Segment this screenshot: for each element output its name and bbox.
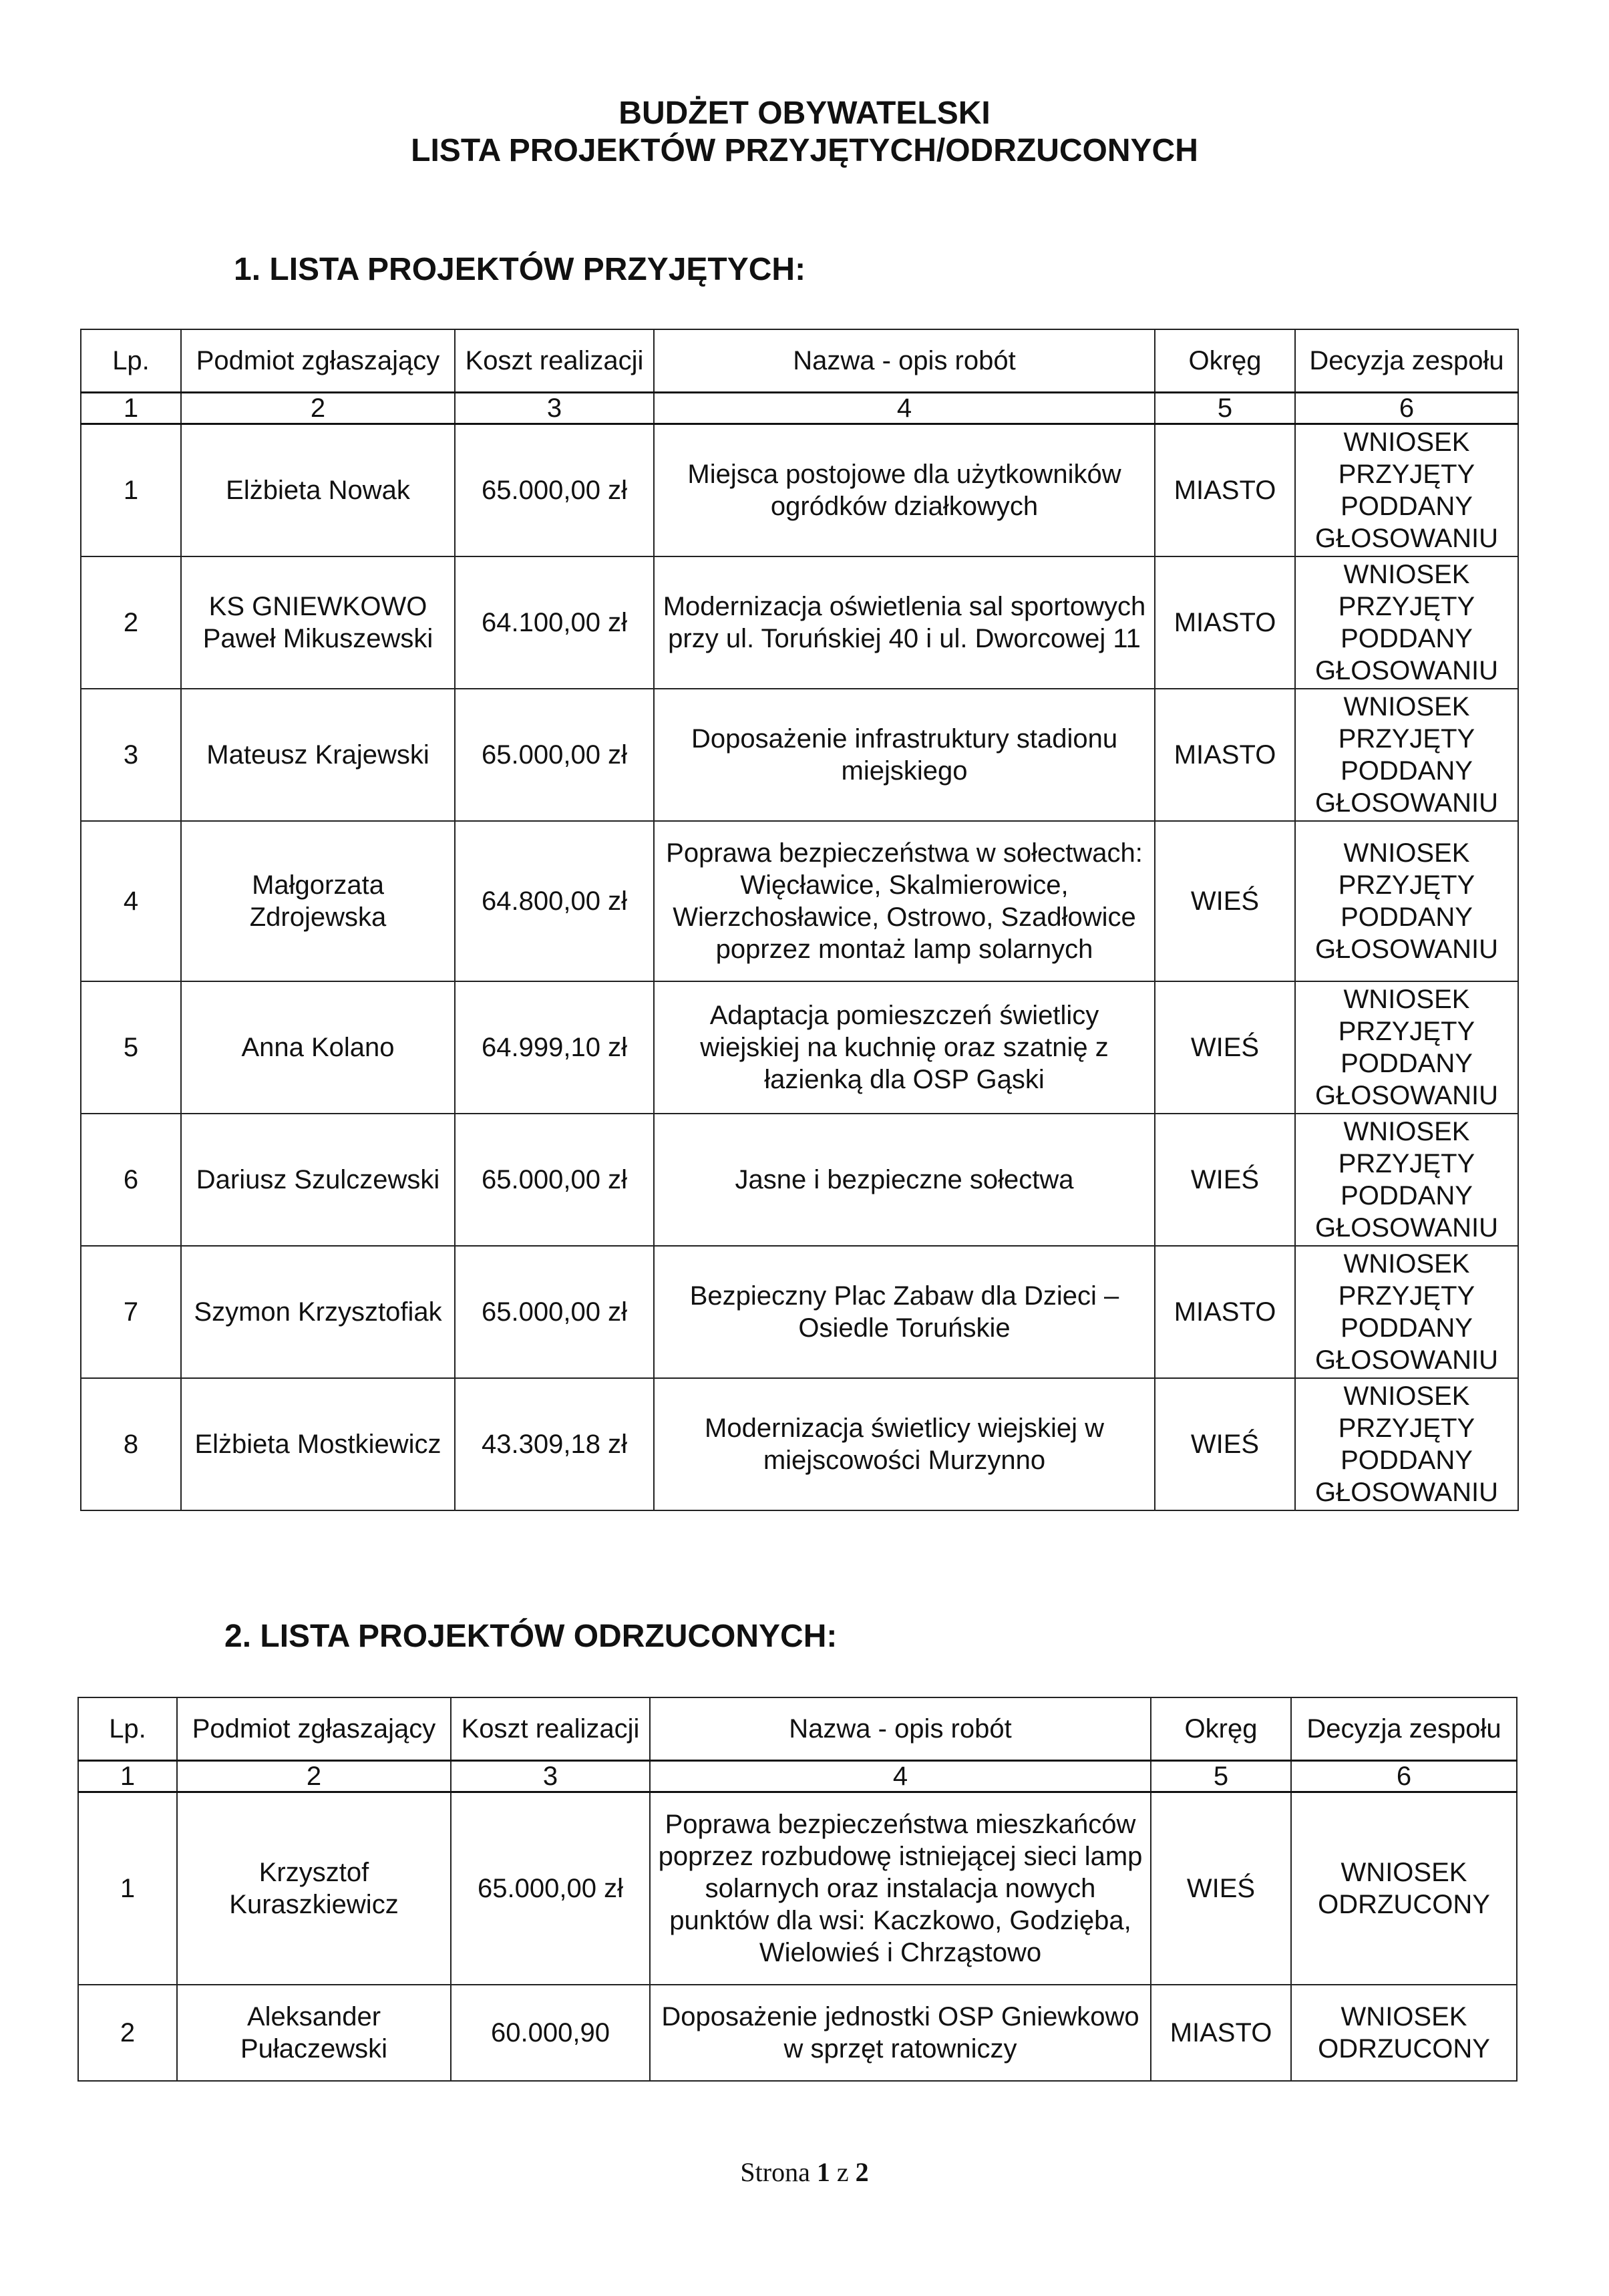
title-line-2: LISTA PROJEKTÓW PRZYJĘTYCH/ODRZUCONYCH [411, 133, 1198, 168]
column-number: 6 [1295, 393, 1518, 424]
applicant-cell: Małgorzata Zdrojewska [181, 821, 455, 981]
district-cell: MIASTO [1151, 1985, 1291, 2081]
decision-cell: WNIOSEK PRZYJĘTY PODDANY GŁOSOWANIU [1295, 1114, 1518, 1246]
column-number: 6 [1291, 1761, 1517, 1792]
decision-cell: WNIOSEK ODRZUCONY [1291, 1792, 1517, 1985]
table-row [78, 1985, 1517, 2081]
project-name-cell: Poprawa bezpieczeństwa mieszkańców poprzez rozbudowę istniejącej sieci lamp solarnych oraz instalacja nowych punktów dla wsi: Kaczkowo, Godzięba, Wielowieś i Chrząstowo [650, 1792, 1151, 1985]
rejected-section-heading: 2. LISTA PROJEKTÓW ODRZUCONYCH: [224, 1619, 838, 1654]
total-pages-number: 2 [855, 2157, 869, 2187]
row-number: 1 [78, 1792, 177, 1985]
header-row [78, 1697, 1517, 1761]
decision-cell: WNIOSEK PRZYJĘTY PODDANY GŁOSOWANIU [1295, 981, 1518, 1114]
column-number: 1 [78, 1761, 177, 1792]
cost-cell: 65.000,00 zł [455, 424, 654, 557]
applicant-cell: Elżbieta Nowak [181, 424, 455, 557]
column-header: Nazwa - opis robót [650, 1697, 1151, 1761]
project-name-cell: Doposażenie infrastruktury stadionu miejskiego [654, 689, 1155, 821]
project-name-cell: Adaptacja pomieszczeń świetlicy wiejskiej na kuchnię oraz szatnię z łazienką dla OSP Gąski [654, 981, 1155, 1114]
table-row [81, 556, 1518, 689]
decision-cell: WNIOSEK PRZYJĘTY PODDANY GŁOSOWANIU [1295, 689, 1518, 821]
table-row [81, 689, 1518, 821]
decision-cell: WNIOSEK PRZYJĘTY PODDANY GŁOSOWANIU [1295, 556, 1518, 689]
header-row [81, 329, 1518, 393]
column-header: Okręg [1151, 1697, 1291, 1761]
project-name-cell: Bezpieczny Plac Zabaw dla Dzieci – Osiedle Toruńskie [654, 1246, 1155, 1378]
district-cell: WIEŚ [1155, 981, 1295, 1114]
column-number: 1 [81, 393, 181, 424]
district-cell: MIASTO [1155, 556, 1295, 689]
table-row [81, 981, 1518, 1114]
table-row [78, 1792, 1517, 1985]
cost-cell: 43.309,18 zł [455, 1378, 654, 1510]
page-word: Strona [740, 2157, 810, 2187]
district-cell: WIEŚ [1155, 821, 1295, 981]
column-number: 5 [1151, 1761, 1291, 1792]
cost-cell: 60.000,90 [451, 1985, 650, 2081]
project-name-cell: Poprawa bezpieczeństwa w sołectwach: Więcławice, Skalmierowice, Wierzchosławice, Ostrowo, Szadłowice poprzez montaż lamp solarnych [654, 821, 1155, 981]
accepted-projects-table [80, 329, 1519, 1511]
project-name-cell: Doposażenie jednostki OSP Gniewkowo w sprzęt ratowniczy [650, 1985, 1151, 2081]
applicant-cell: Mateusz Krajewski [181, 689, 455, 821]
row-number: 4 [81, 821, 181, 981]
row-number: 8 [81, 1378, 181, 1510]
decision-cell: WNIOSEK ODRZUCONY [1291, 1985, 1517, 2081]
decision-cell: WNIOSEK PRZYJĘTY PODDANY GŁOSOWANIU [1295, 1246, 1518, 1378]
column-header: Lp. [78, 1697, 177, 1761]
project-name-cell: Modernizacja świetlicy wiejskiej w miejscowości Murzynno [654, 1378, 1155, 1510]
row-number: 1 [81, 424, 181, 557]
applicant-cell: Anna Kolano [181, 981, 455, 1114]
column-header: Decyzja zespołu [1291, 1697, 1517, 1761]
applicant-cell: Aleksander Pułaczewski [177, 1985, 451, 2081]
district-cell: MIASTO [1155, 424, 1295, 557]
column-number: 2 [177, 1761, 451, 1792]
page-footer [0, 2156, 1609, 2188]
applicant-cell: Szymon Krzysztofiak [181, 1246, 455, 1378]
decision-cell: WNIOSEK PRZYJĘTY PODDANY GŁOSOWANIU [1295, 1378, 1518, 1510]
cost-cell: 64.800,00 zł [455, 821, 654, 981]
cost-cell: 64.100,00 zł [455, 556, 654, 689]
district-cell: MIASTO [1155, 1246, 1295, 1378]
column-number: 3 [451, 1761, 650, 1792]
table-row [81, 1378, 1518, 1510]
rejected-projects-table [77, 1697, 1517, 2082]
column-number-row [78, 1761, 1517, 1792]
column-header: Okręg [1155, 329, 1295, 393]
district-cell: MIASTO [1155, 689, 1295, 821]
district-cell: WIEŚ [1155, 1114, 1295, 1246]
applicant-cell: Krzysztof Kuraszkiewicz [177, 1792, 451, 1985]
cost-cell: 64.999,10 zł [455, 981, 654, 1114]
row-number: 7 [81, 1246, 181, 1378]
cost-cell: 65.000,00 zł [455, 1114, 654, 1246]
table-row [81, 821, 1518, 981]
column-header: Lp. [81, 329, 181, 393]
project-name-cell: Modernizacja oświetlenia sal sportowych przy ul. Toruńskiej 40 i ul. Dworcowej 11 [654, 556, 1155, 689]
column-number-row [81, 393, 1518, 424]
row-number: 3 [81, 689, 181, 821]
decision-cell: WNIOSEK PRZYJĘTY PODDANY GŁOSOWANIU [1295, 424, 1518, 557]
title-line-1: BUDŻET OBYWATELSKI [618, 96, 991, 131]
column-header: Decyzja zespołu [1295, 329, 1518, 393]
cost-cell: 65.000,00 zł [455, 689, 654, 821]
project-name-cell: Jasne i bezpieczne sołectwa [654, 1114, 1155, 1246]
district-cell: WIEŚ [1151, 1792, 1291, 1985]
applicant-cell: Elżbieta Mostkiewicz [181, 1378, 455, 1510]
row-number: 6 [81, 1114, 181, 1246]
cost-cell: 65.000,00 zł [451, 1792, 650, 1985]
table-row [81, 424, 1518, 557]
column-number: 2 [181, 393, 455, 424]
cost-cell: 65.000,00 zł [455, 1246, 654, 1378]
table-row [81, 1114, 1518, 1246]
district-cell: WIEŚ [1155, 1378, 1295, 1510]
column-header: Nazwa - opis robót [654, 329, 1155, 393]
row-number: 2 [81, 556, 181, 689]
row-number: 2 [78, 1985, 177, 2081]
table-row [81, 1246, 1518, 1378]
column-number: 5 [1155, 393, 1295, 424]
document-title [0, 95, 1609, 170]
project-name-cell: Miejsca postojowe dla użytkowników ogródków działkowych [654, 424, 1155, 557]
row-number: 5 [81, 981, 181, 1114]
column-header: Koszt realizacji [455, 329, 654, 393]
current-page-number: 1 [816, 2157, 830, 2187]
column-header: Podmiot zgłaszający [181, 329, 455, 393]
column-number: 3 [455, 393, 654, 424]
column-header: Koszt realizacji [451, 1697, 650, 1761]
column-header: Podmiot zgłaszający [177, 1697, 451, 1761]
column-number: 4 [650, 1761, 1151, 1792]
decision-cell: WNIOSEK PRZYJĘTY PODDANY GŁOSOWANIU [1295, 821, 1518, 981]
applicant-cell: Dariusz Szulczewski [181, 1114, 455, 1246]
page-separator: z [836, 2157, 849, 2187]
accepted-section-heading: 1. LISTA PROJEKTÓW PRZYJĘTYCH: [234, 252, 806, 287]
column-number: 4 [654, 393, 1155, 424]
applicant-cell: KS GNIEWKOWO Paweł Mikuszewski [181, 556, 455, 689]
